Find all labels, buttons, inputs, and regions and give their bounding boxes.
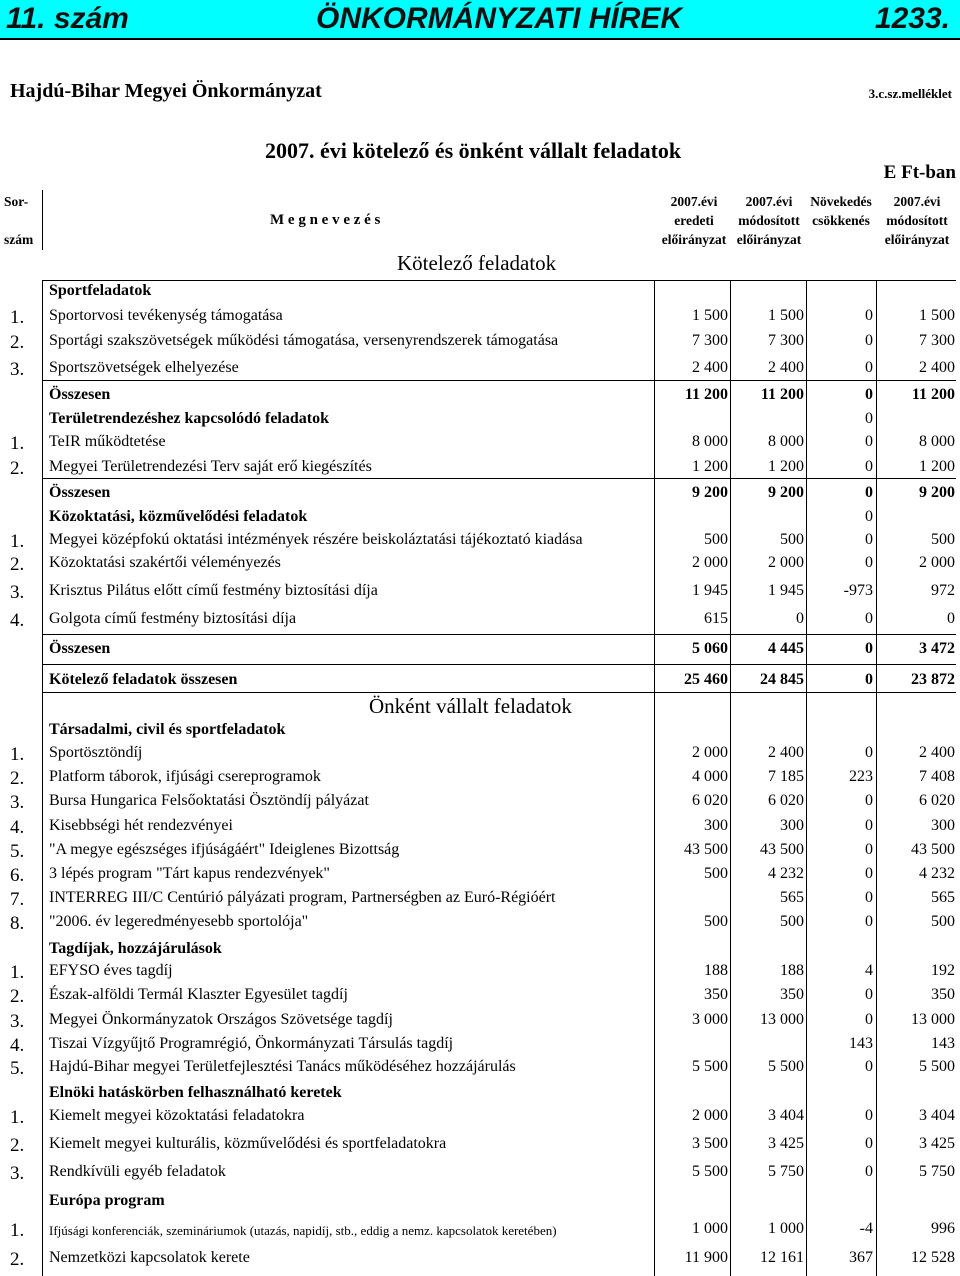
row-value-col2: 12 161 [760, 1249, 804, 1266]
row-label: 3 lépés program "Tárt kapus rendezvények" [49, 865, 330, 882]
row-number: 8. [10, 913, 25, 934]
section-title-onkent: Önként vállalt feladatok [369, 694, 572, 718]
row-label: Európa program [49, 1192, 165, 1209]
row-label: Területrendezéshez kapcsolódó feladatok [49, 410, 329, 427]
row-value-col1: 9 200 [692, 484, 728, 501]
row-value-col2: 24 845 [760, 671, 804, 688]
page-number: 1233. [874, 2, 950, 35]
row-value-col2: 2 400 [768, 359, 804, 376]
row-number: 5. [10, 1058, 25, 1079]
header-col-modositott-line: módosított [738, 213, 800, 228]
row-value-col2: 2 400 [768, 744, 804, 761]
row-value-col1: 1 945 [692, 582, 728, 599]
row-value-col3: 0 [865, 792, 873, 809]
row-value-col3: 0 [865, 1011, 873, 1028]
header-megnevezes: M e g n e v e z é s [270, 212, 381, 228]
row-label: Golgota című festmény biztosítási díja [49, 610, 297, 627]
publication-title: ÖNKORMÁNYZATI HÍREK [316, 2, 683, 35]
row-label: Összesen [49, 484, 111, 501]
row-value-col3: 0 [865, 433, 873, 450]
row-value-col4: 192 [931, 962, 955, 979]
grid-line [42, 664, 956, 665]
row-label: Hajdú-Bihar megyei Területfejlesztési Tanács működéséhez hozzájárulás [49, 1058, 516, 1075]
row-number: 2. [10, 332, 25, 353]
row-value-col2: 8 000 [768, 433, 804, 450]
row-value-col1: 2 400 [692, 359, 728, 376]
document-title: 2007. évi kötelező és önként vállalt feladatok [265, 138, 682, 163]
grid-line [42, 190, 43, 250]
row-value-col2: 188 [780, 962, 804, 979]
row-value-col1: 1 500 [692, 307, 728, 324]
header-col-novekedes [806, 192, 876, 230]
row-value-col2: 43 500 [760, 841, 804, 858]
row-value-col2: 13 000 [760, 1011, 804, 1028]
grid-line [730, 280, 731, 1276]
row-value-col1: 5 500 [692, 1163, 728, 1180]
row-number: 1. [10, 433, 25, 454]
row-value-col2: 0 [796, 610, 804, 627]
grid-line [42, 280, 43, 1276]
row-label: Kisebbségi hét rendezvényei [49, 817, 233, 834]
row-value-col1: 500 [704, 913, 728, 930]
row-number: 6. [10, 865, 25, 886]
row-value-col4: 565 [931, 889, 955, 906]
row-value-col3: 0 [865, 332, 873, 349]
row-value-col4: 2 400 [919, 744, 955, 761]
row-value-col2: 7 185 [768, 768, 804, 785]
row-label: Krisztus Pilátus előtt című festmény biztosítási díja [49, 582, 378, 599]
row-value-col3: 0 [865, 484, 873, 501]
row-label: TeIR működtetése [49, 433, 166, 450]
row-label: Rendkívüli egyéb feladatok [49, 1163, 226, 1180]
row-label: Összesen [49, 640, 111, 657]
row-value-col1: 500 [704, 865, 728, 882]
row-label: Megyei Területrendezési Terv saját erő kiegészítés [49, 458, 372, 475]
unit-label: E Ft-ban [883, 162, 956, 183]
row-value-col4: 972 [931, 582, 955, 599]
row-label: Összesen [49, 386, 111, 403]
row-value-col3: 0 [865, 640, 873, 657]
row-value-col3: 0 [865, 1135, 873, 1152]
row-value-col3: 0 [865, 1163, 873, 1180]
row-value-col4: 0 [947, 610, 955, 627]
row-value-col3: 143 [849, 1035, 873, 1052]
row-value-col2: 500 [780, 531, 804, 548]
header-col-eredeti-line: előirányzat [661, 232, 727, 247]
header-sorszam-top: Sor- [4, 194, 29, 209]
row-value-col4: 1 500 [919, 307, 955, 324]
row-number: 2. [10, 1135, 25, 1156]
row-label: Megyei középfokú oktatási intézmények részére beiskoláztatási tájékoztató kiadása [49, 531, 583, 548]
row-value-col4: 13 000 [911, 1011, 955, 1028]
row-value-col1: 11 900 [684, 1249, 728, 1266]
row-number: 2. [10, 768, 25, 789]
header-col-modositott-final-line: előirányzat [884, 232, 950, 247]
row-number: 2. [10, 1249, 25, 1270]
row-label: Kötelező feladatok összesen [49, 671, 238, 688]
header-col-modositott-final-line: 2007.évi [893, 194, 941, 209]
row-value-col3: 0 [865, 913, 873, 930]
row-value-col1: 3 000 [692, 1011, 728, 1028]
grid-line [876, 280, 877, 1276]
row-value-col4: 11 200 [911, 386, 955, 403]
row-value-col3: 223 [849, 768, 873, 785]
row-value-col1: 4 000 [692, 768, 728, 785]
row-number: 1. [10, 307, 25, 328]
row-value-col4: 300 [931, 817, 955, 834]
row-label: "A megye egészséges ifjúságáért" Ideiglenes Bizottság [49, 841, 400, 858]
row-value-col2: 350 [780, 986, 804, 1003]
row-label: Tiszai Vízgyűjtő Programrégió, Önkormányzati Társulás tagdíj [49, 1035, 454, 1052]
row-value-col4: 8 000 [919, 433, 955, 450]
row-value-col4: 43 500 [911, 841, 955, 858]
header-col-modositott-line: 2007.évi [745, 194, 793, 209]
row-value-col1: 2 000 [692, 1107, 728, 1124]
row-label: Közoktatási, közművelődési feladatok [49, 508, 308, 525]
row-value-col1: 1 000 [692, 1220, 728, 1237]
row-value-col2: 1 500 [768, 307, 804, 324]
row-value-col4: 3 425 [919, 1135, 955, 1152]
grid-line [654, 280, 655, 1276]
row-value-col2: 3 425 [768, 1135, 804, 1152]
row-value-col2: 4 232 [768, 865, 804, 882]
row-number: 3. [10, 1011, 25, 1032]
row-value-col4: 7 408 [919, 768, 955, 785]
row-number: 4. [10, 817, 25, 838]
row-number: 1. [10, 1220, 25, 1241]
row-value-col3: 0 [865, 359, 873, 376]
row-number: 5. [10, 841, 25, 862]
row-value-col3: 4 [865, 962, 873, 979]
row-number: 4. [10, 1035, 25, 1056]
row-value-col1: 300 [704, 817, 728, 834]
page-banner [0, 0, 960, 40]
row-value-col3: 0 [865, 1058, 873, 1075]
row-label: Bursa Hungarica Felsőoktatási Ösztöndíj pályázat [49, 792, 369, 809]
row-label: Kiemelt megyei közoktatási feladatokra [49, 1107, 305, 1124]
row-value-col3: 0 [865, 610, 873, 627]
row-value-col2: 565 [780, 889, 804, 906]
row-label: Észak-alföldi Termál Klaszter Egyesület tagdíj [49, 986, 348, 1003]
row-value-col1: 1 200 [692, 458, 728, 475]
row-number: 4. [10, 610, 25, 631]
row-value-col3: 0 [865, 841, 873, 858]
row-value-col3: 0 [865, 889, 873, 906]
row-value-col3: 0 [865, 531, 873, 548]
row-value-col3: 0 [865, 817, 873, 834]
row-value-col1: 3 500 [692, 1135, 728, 1152]
header-col-modositott-final-line: módosított [886, 213, 948, 228]
row-value-col1: 350 [704, 986, 728, 1003]
row-label: Sportági szakszövetségek működési támogatása, versenyrendszerek támogatása [49, 332, 559, 349]
row-value-col1: 500 [704, 531, 728, 548]
row-value-col2: 5 500 [768, 1058, 804, 1075]
row-value-col2: 7 300 [768, 332, 804, 349]
header-col-eredeti-line: 2007.évi [670, 194, 718, 209]
row-label: INTERREG III/C Centúrió pályázati program, Partnerségben az Euró-Régióért [49, 889, 556, 906]
row-value-col2: 9 200 [768, 484, 804, 501]
row-value-col2: 4 445 [768, 640, 804, 657]
issue-number: 11. szám [6, 2, 129, 35]
row-value-col3: 0 [865, 458, 873, 475]
organization-name: Hajdú-Bihar Megyei Önkormányzat [10, 80, 322, 102]
row-label: Sportfeladatok [49, 282, 152, 299]
row-number: 3. [10, 792, 25, 813]
header-col-modositott-line: előirányzat [736, 232, 802, 247]
row-value-col1: 7 300 [692, 332, 728, 349]
row-number: 2. [10, 554, 25, 575]
row-value-col2: 5 750 [768, 1163, 804, 1180]
row-value-col4: 7 300 [919, 332, 955, 349]
row-label: Nemzetközi kapcsolatok kerete [49, 1249, 250, 1266]
row-value-col1: 188 [704, 962, 728, 979]
row-value-col1: 615 [704, 610, 728, 627]
grid-line [42, 692, 956, 693]
row-value-col2: 6 020 [768, 792, 804, 809]
row-number: 1. [10, 531, 25, 552]
row-value-col4: 2 000 [919, 554, 955, 571]
row-label: Sportszövetségek elhelyezése [49, 359, 239, 376]
row-label: Kiemelt megyei kulturális, közművelődési és sportfeladatokra [49, 1135, 447, 1152]
row-value-col4: 23 872 [911, 671, 955, 688]
row-value-col4: 12 528 [911, 1249, 955, 1266]
grid-line [42, 280, 956, 281]
annex-label: 3.c.sz.melléklet [868, 86, 952, 101]
header-col-novekedes-line: Növekedés [810, 194, 872, 209]
row-value-col1: 2 000 [692, 744, 728, 761]
row-value-col3: 367 [849, 1249, 873, 1266]
grid-line [42, 634, 956, 635]
header-col-eredeti [654, 192, 734, 249]
row-value-col1: 5 060 [692, 640, 728, 657]
row-label: Közoktatási szakértői véleményezés [49, 554, 281, 571]
row-number: 1. [10, 962, 25, 983]
row-value-col2: 3 404 [768, 1107, 804, 1124]
row-value-col4: 5 750 [919, 1163, 955, 1180]
row-value-col2: 11 200 [760, 386, 804, 403]
row-value-col3: 0 [865, 865, 873, 882]
row-number: 1. [10, 744, 25, 765]
header-col-eredeti-line: eredeti [674, 213, 714, 228]
row-value-col3: 0 [865, 1107, 873, 1124]
row-value-col2: 500 [780, 913, 804, 930]
row-value-col4: 3 404 [919, 1107, 955, 1124]
row-value-col1: 2 000 [692, 554, 728, 571]
row-label: Megyei Önkormányzatok Országos Szövetsége tagdíj [49, 1011, 393, 1028]
row-value-col3: 0 [865, 744, 873, 761]
row-label: Platform táborok, ifjúsági csereprogramok [49, 768, 321, 785]
row-label: Sportorvosi tevékenység támogatása [49, 307, 283, 324]
row-value-col3: 0 [865, 307, 873, 324]
row-value-col3: 0 [865, 986, 873, 1003]
row-value-col4: 143 [931, 1035, 955, 1052]
row-value-col4: 1 200 [919, 458, 955, 475]
row-label: Elnöki hatáskörben felhasználható keretek [49, 1084, 342, 1101]
row-value-col4: 6 020 [919, 792, 955, 809]
row-value-col4: 3 472 [919, 640, 955, 657]
header-col-modositott [730, 192, 808, 249]
grid-line [806, 280, 807, 1276]
row-value-col2: 1 200 [768, 458, 804, 475]
row-value-col3: 0 [865, 410, 873, 427]
row-label: Ifjúsági konferenciák, szemináriumok (utazás, napidíj, stb., eddig a nemz. kapcsolatok keretében) [49, 1223, 557, 1238]
row-number: 2. [10, 986, 25, 1007]
row-value-col4: 500 [931, 531, 955, 548]
row-value-col1: 8 000 [692, 433, 728, 450]
row-number: 3. [10, 359, 25, 380]
row-value-col4: 2 400 [919, 359, 955, 376]
row-value-col1: 25 460 [684, 671, 728, 688]
row-label: Sportösztöndíj [49, 744, 143, 761]
row-value-col4: 996 [931, 1220, 955, 1237]
row-value-col1: 43 500 [684, 841, 728, 858]
row-value-col4: 350 [931, 986, 955, 1003]
row-label: "2006. év legeredményesebb sportolója" [49, 913, 309, 930]
grid-line [42, 478, 956, 479]
row-value-col4: 500 [931, 913, 955, 930]
section-title-kotelezo: Kötelező feladatok [397, 251, 557, 275]
row-value-col3: -4 [859, 1220, 873, 1237]
row-value-col2: 1 000 [768, 1220, 804, 1237]
row-number: 2. [10, 458, 25, 479]
row-value-col3: 0 [865, 508, 873, 525]
row-value-col4: 9 200 [919, 484, 955, 501]
row-number: 1. [10, 1107, 25, 1128]
header-col-modositott-final [876, 192, 958, 249]
row-value-col4: 5 500 [919, 1058, 955, 1075]
row-number: 3. [10, 582, 25, 603]
row-value-col2: 300 [780, 817, 804, 834]
row-number: 3. [10, 1163, 25, 1184]
grid-line [42, 380, 956, 381]
row-value-col1: 6 020 [692, 792, 728, 809]
header-col-novekedes-line: csökkenés [812, 213, 870, 228]
row-value-col1: 5 500 [692, 1058, 728, 1075]
row-label: Társadalmi, civil és sportfeladatok [49, 721, 286, 738]
row-value-col3: 0 [865, 386, 873, 403]
row-value-col3: -973 [843, 582, 873, 599]
row-value-col2: 2 000 [768, 554, 804, 571]
row-value-col1: 11 200 [684, 386, 728, 403]
row-label: EFYSO éves tagdíj [49, 962, 173, 979]
header-sorszam-bottom: szám [4, 232, 34, 247]
row-value-col4: 4 232 [919, 865, 955, 882]
row-number: 7. [10, 889, 25, 910]
row-value-col3: 0 [865, 554, 873, 571]
row-value-col3: 0 [865, 671, 873, 688]
row-label: Tagdíjak, hozzájárulások [49, 940, 222, 957]
row-value-col2: 1 945 [768, 582, 804, 599]
